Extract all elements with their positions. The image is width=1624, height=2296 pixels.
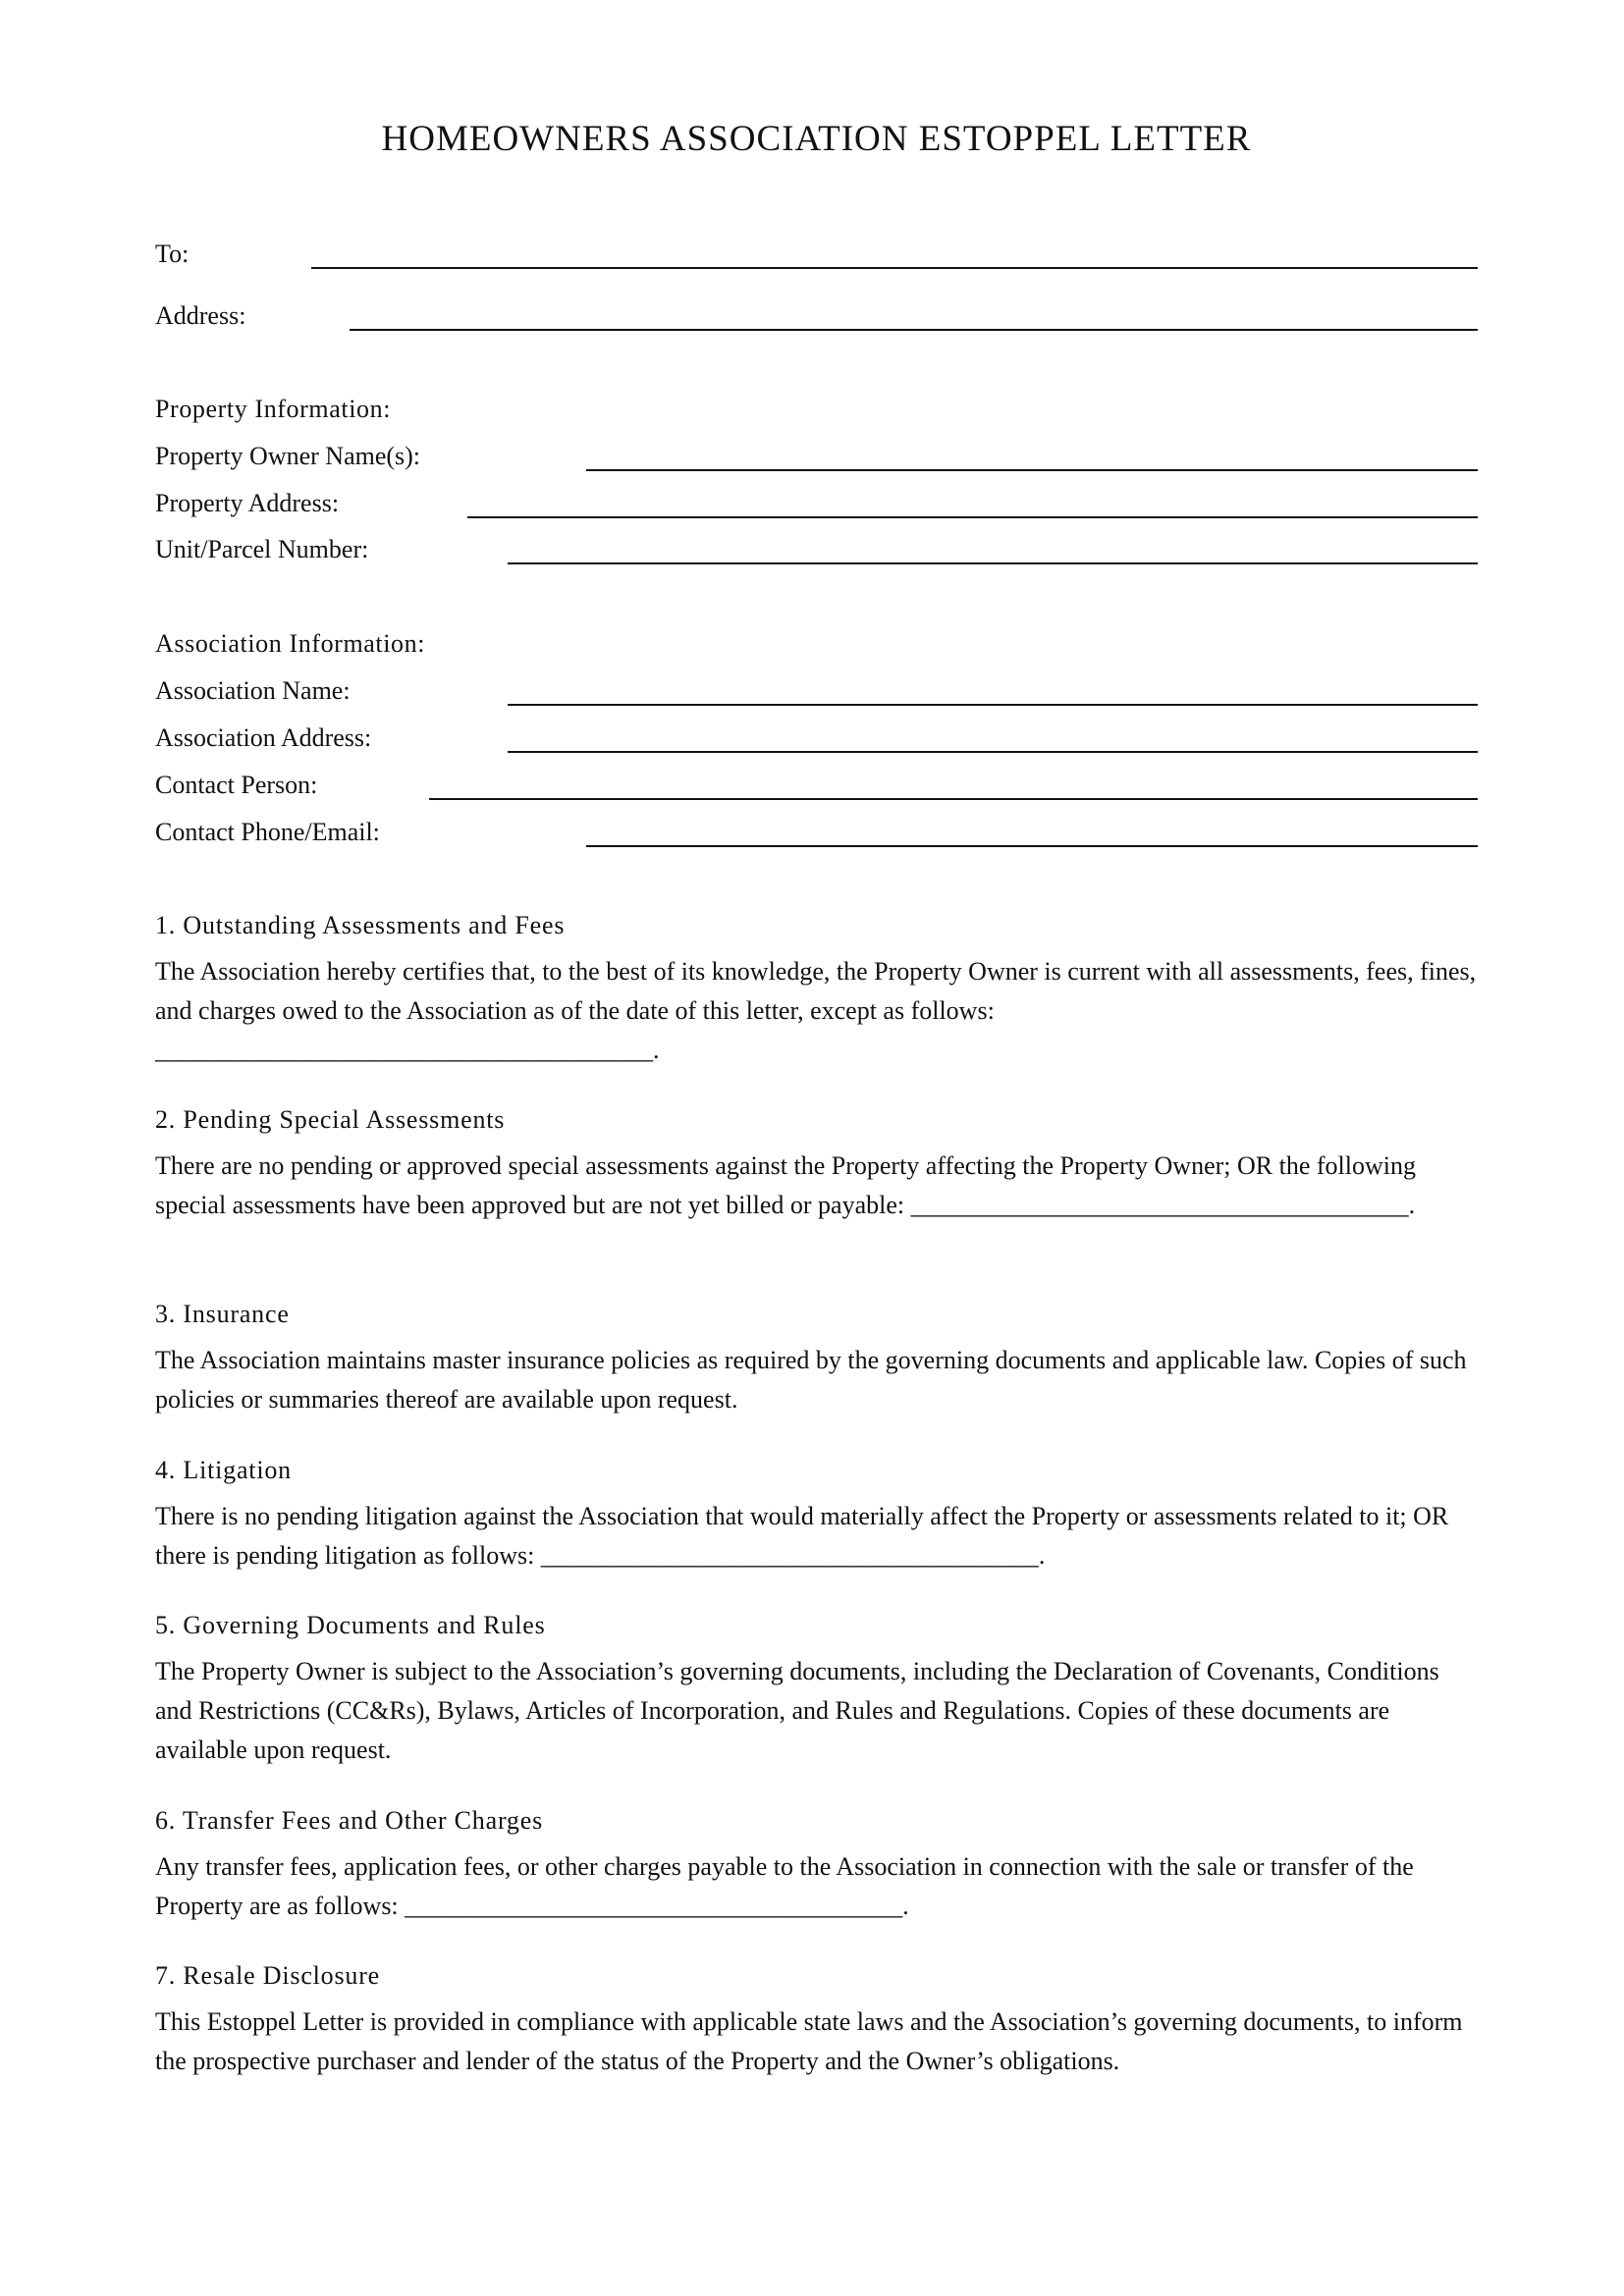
association-name-field: [155, 676, 1478, 716]
association-address-label: Association Address:: [155, 723, 372, 752]
association-address-field: [155, 723, 1478, 763]
property-owner-blank-line[interactable]: [586, 469, 1478, 471]
section-1-title: 1. Outstanding Assessments and Fees: [155, 911, 566, 939]
section-3-title: 3. Insurance: [155, 1300, 290, 1328]
section-1-body: The Association hereby certifies that, to the best of its knowledge, the Property Owner is current with all assessments, fees, fines, and charges owed to the Association as of the date of this letter, except as follows: _______________________________________.: [155, 957, 1477, 1064]
section-7-title: 7. Resale Disclosure: [155, 1961, 381, 1990]
contact-person-blank-line[interactable]: [429, 798, 1478, 800]
association-address-blank-line[interactable]: [508, 751, 1478, 753]
property-address-blank-line[interactable]: [467, 516, 1478, 518]
contact-person-field: [155, 771, 1478, 810]
section-5-body: The Property Owner is subject to the Association’s governing documents, including the Declaration of Covenants, Conditions and Restrictions (CC&Rs), Bylaws, Articles of Incorporation, and Rules and Regulations. Copies of these documents are available upon request.: [155, 1657, 1439, 1764]
property-address-label: Property Address:: [155, 489, 340, 517]
to-label: To:: [155, 240, 189, 268]
section-7-body: This Estoppel Letter is provided in compliance with applicable state laws and the Association’s governing documents, to inform the prospective purchaser and lender of the status of the Property and the Owner’s obligations.: [155, 2007, 1463, 2075]
property-owner-label: Property Owner Name(s):: [155, 442, 421, 470]
unit-parcel-field: [155, 535, 1478, 574]
section-6-title: 6. Transfer Fees and Other Charges: [155, 1806, 543, 1835]
address-blank-line[interactable]: [350, 329, 1478, 331]
property-address-field: [155, 489, 1478, 528]
section-4-title: 4. Litigation: [155, 1456, 292, 1484]
section-3-body: The Association maintains master insurance policies as required by the governing documents and applicable law. Copies of such policies or summaries thereof are available upon request.: [155, 1346, 1467, 1414]
to-field: [155, 240, 1478, 279]
address-label: Address:: [155, 301, 246, 330]
address-field: [155, 301, 1478, 341]
section-4-body: There is no pending litigation against the Association that would materially affect the Property or assessments related to it; OR there is pending litigation as follows: _______________________________________.: [155, 1502, 1449, 1570]
unit-parcel-blank-line[interactable]: [508, 562, 1478, 564]
association-information-heading: Association Information:: [155, 629, 426, 658]
section-6-body: Any transfer fees, application fees, or other charges payable to the Association in connection with the sale or transfer of the Property are as follows: _______________________________________.: [155, 1852, 1414, 1920]
contact-phone-email-field: [155, 818, 1478, 857]
contact-person-label: Contact Person:: [155, 771, 318, 799]
association-name-blank-line[interactable]: [508, 704, 1478, 706]
section-2-title: 2. Pending Special Assessments: [155, 1105, 506, 1134]
contact-phone-email-label: Contact Phone/Email:: [155, 818, 380, 846]
to-blank-line[interactable]: [311, 267, 1478, 269]
property-information-heading: Property Information:: [155, 395, 392, 423]
property-owner-field: [155, 442, 1478, 481]
document-title: HOMEOWNERS ASSOCIATION ESTOPPEL LETTER: [381, 119, 1252, 159]
section-2-body: There are no pending or approved special assessments against the Property affecting the Property Owner; OR the following special assessments have been approved but are not yet billed or payable: _______________________________________.: [155, 1151, 1416, 1219]
section-5-title: 5. Governing Documents and Rules: [155, 1611, 546, 1639]
contact-phone-email-blank-line[interactable]: [586, 845, 1478, 847]
association-name-label: Association Name:: [155, 676, 351, 705]
unit-parcel-label: Unit/Parcel Number:: [155, 535, 369, 563]
